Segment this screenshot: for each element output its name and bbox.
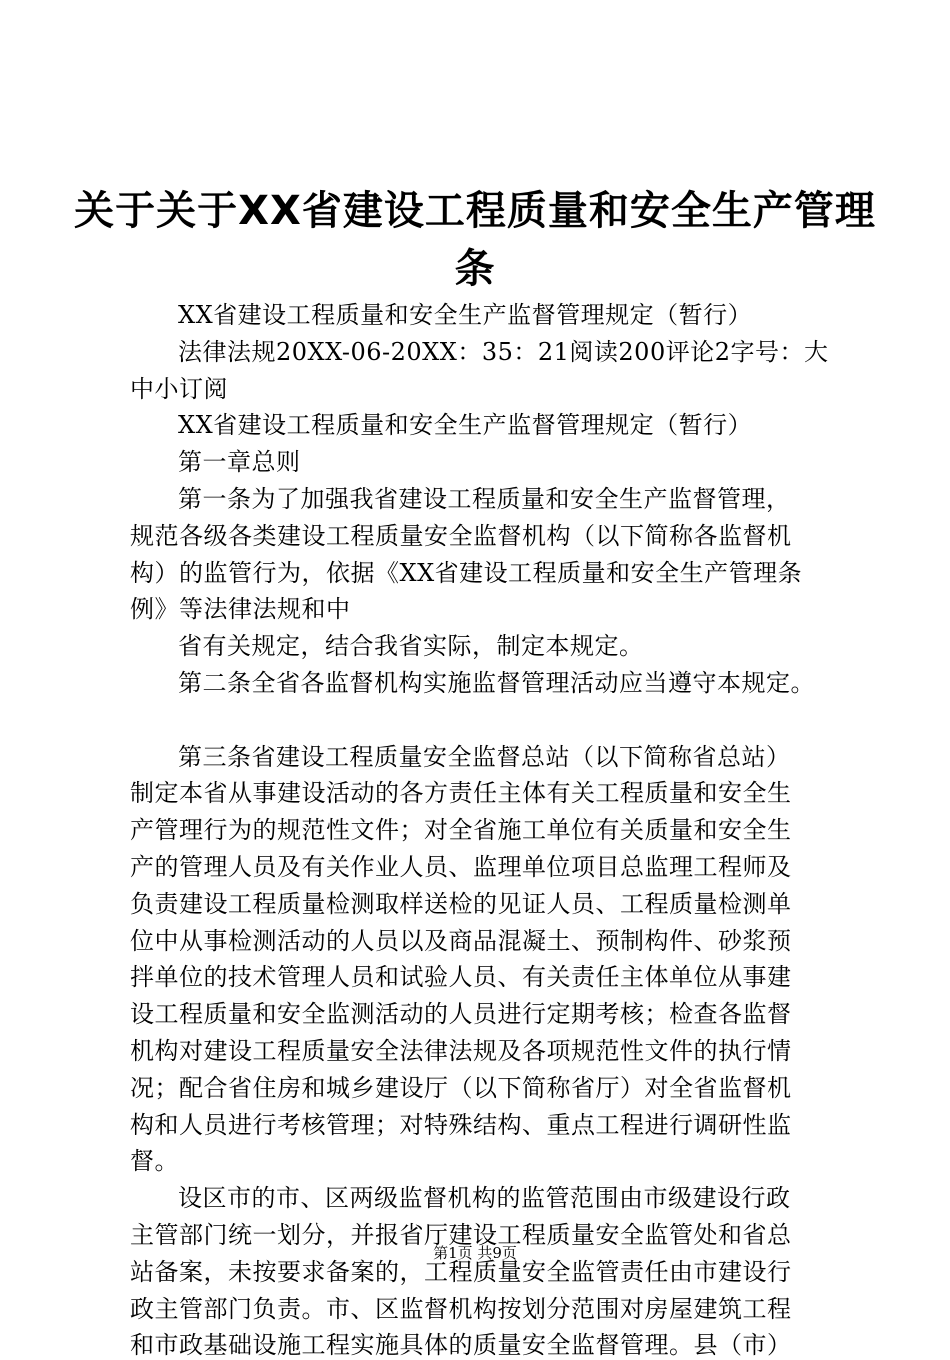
body-line: 第一条为了加强我省建设工程质量和安全生产监督管理， — [178, 485, 791, 513]
body-line: XX省建设工程质量和安全生产监督管理规定（暂行） — [178, 411, 753, 440]
body-line: 构）的监管行为，依据《XX省建设工程质量和安全生产管理条 — [130, 558, 803, 587]
body-line: 第二条全省各监督机构实施监督管理活动应当遵守本规定。 — [178, 669, 815, 697]
body-line: 负责建设工程质量检测取样送检的见证人员、工程质量检测单 — [130, 889, 792, 918]
body-line: 制定本省从事建设活动的各方责任主体有关工程质量和安全生 — [130, 779, 792, 808]
body-line: 规范各级各类建设工程质量安全监督机构（以下简称各监督机 — [130, 521, 792, 550]
body-line: 构和人员进行考核管理；对特殊结构、重点工程进行调研性监 — [130, 1110, 792, 1139]
body-line: 省有关规定，结合我省实际，制定本规定。 — [178, 632, 644, 661]
body-line: 产的管理人员及有关作业人员、监理单位项目总监理工程师及 — [130, 853, 792, 881]
body-line: 况；配合省住房和城乡建设厅（以下简称省厅）对全省监督机 — [130, 1073, 792, 1102]
body-line: 政主管部门负责。市、区监督机构按划分范围对房屋建筑工程 — [130, 1294, 792, 1323]
body-line: 例》等法律法规和中 — [130, 595, 351, 624]
body-line: 第三条省建设工程质量安全监督总站（以下简称省总站） — [178, 742, 791, 771]
body-line: 中小订阅 — [130, 374, 228, 403]
body-line: 站备案，未按要求备案的，工程质量安全监管责任由市建设行 — [130, 1257, 792, 1286]
body-line: XX省建设工程质量和安全生产监督管理规定（暂行） — [178, 301, 753, 329]
body-line: 设工程质量和安全监测活动的人员进行定期考核；检查各监督 — [130, 1000, 792, 1029]
body-line: 机构对建设工程质量安全法律法规及各项规范性文件的执行情 — [130, 1037, 792, 1065]
body-line: 和市政基础设施工程实施具体的质量安全监督管理。县（市） — [130, 1331, 792, 1360]
body-line: 设区市的市、区两级监督机构的监管范围由市级建设行政 — [178, 1184, 791, 1213]
body-line: 主管部门统一划分，并报省厅建设工程质量安全监管处和省总 — [130, 1221, 792, 1249]
document-title-line-2: 条 — [454, 246, 496, 292]
page-number-footer: 第1页 共9页 — [433, 1244, 517, 1262]
body-line: 位中从事检测活动的人员以及商品混凝土、预制构件、砂浆预 — [130, 926, 792, 955]
body-line: 产管理行为的规范性文件；对全省施工单位有关质量和安全生 — [130, 816, 792, 845]
body-line: 督。 — [130, 1147, 179, 1176]
document-title-line-1: 关于关于XX省建设工程质量和安全生产管理 — [74, 188, 876, 234]
body-line: 拌单位的技术管理人员和试验人员、有关责任主体单位从事建 — [130, 963, 792, 992]
body-line: 法律法规20XX-06-20XX：35：21阅读200评论2字号：大 — [178, 337, 829, 366]
body-line: 第一章总则 — [178, 448, 301, 477]
